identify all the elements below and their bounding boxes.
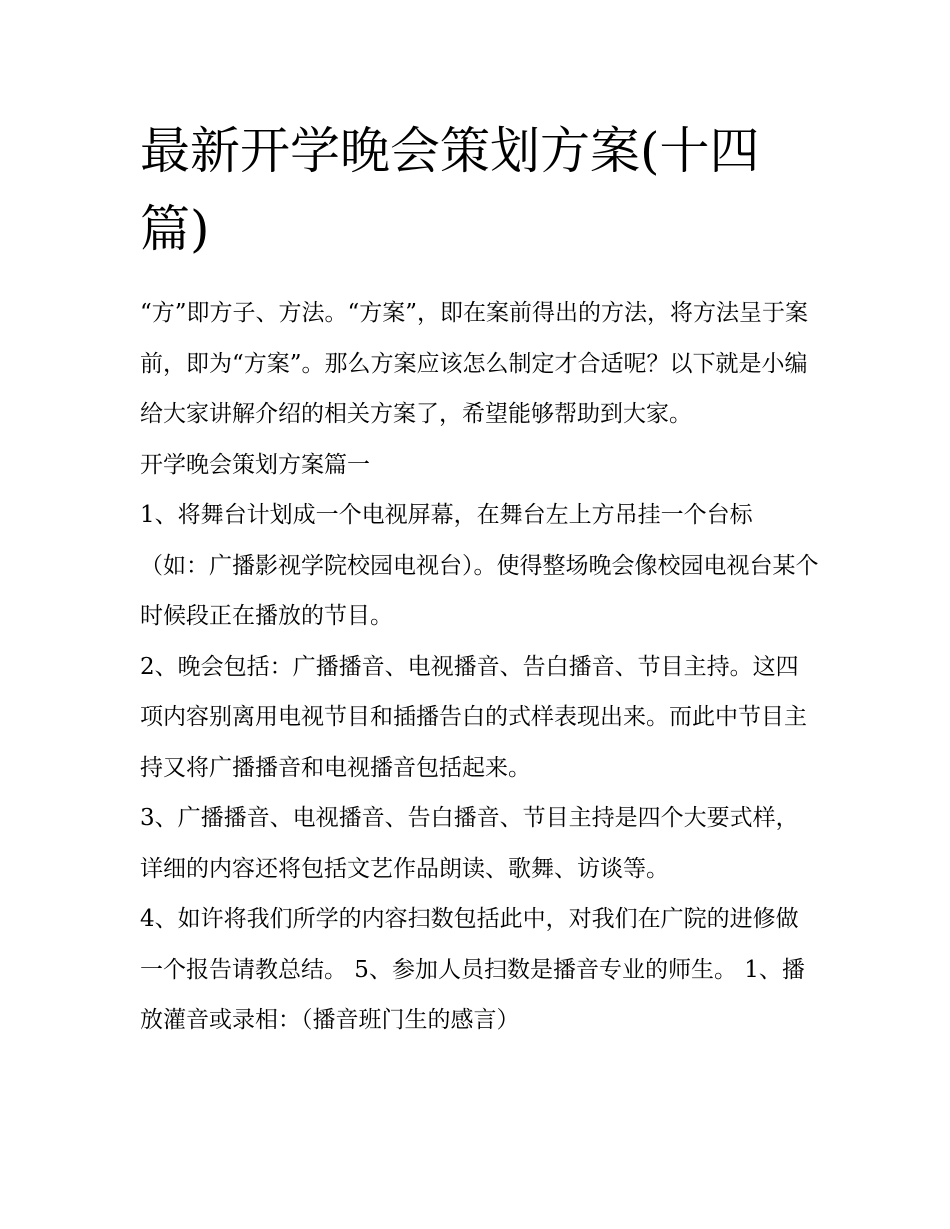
section-heading: 开学晚会策划方案篇一 xyxy=(140,451,370,478)
intro-paragraph: “方”即方子、方法。“方案”，即在案前得出的方法，将方法呈于案前，即为“方案”。那么方案应该怎么制定才合适呢？以下就是小编给大家讲解介绍的相关方案了，希望能够帮助到大家。 xyxy=(140,300,809,427)
item-paragraph-3: 3、广播播音、电视播音、告白播音、节目主持是四个大要式样，详细的内容还将包括文艺作品朗读、歌舞、访谈等。 xyxy=(140,805,799,882)
item-paragraph-1: 1、将舞台计划成一个电视屏幕，在舞台左上方吊挂一个台标（如：广播影视学院校园电视台）。使得整场晚会像校园电视台某个时候段正在播放的节目。 xyxy=(140,502,819,629)
item-paragraph-2: 2、晚会包括：广播播音、电视播音、告白播音、节目主持。这四项内容别离用电视节目和插播告白的式样表现出来。而此中节目主持又将广播播音和电视播音包括起来。 xyxy=(140,653,807,781)
document-body xyxy=(140,288,820,1046)
document-content xyxy=(140,112,820,1046)
item-paragraph-4: 4、如许将我们所学的内容扫数包括此中，对我们在广院的进修做一个报告请教总结。 5、参加人员扫数是播音专业的师生。 1、播放灌音或录相：（播音班门生的感言） xyxy=(140,906,805,1033)
document-title: 最新开学晚会策划方案(十四篇) xyxy=(140,122,760,258)
